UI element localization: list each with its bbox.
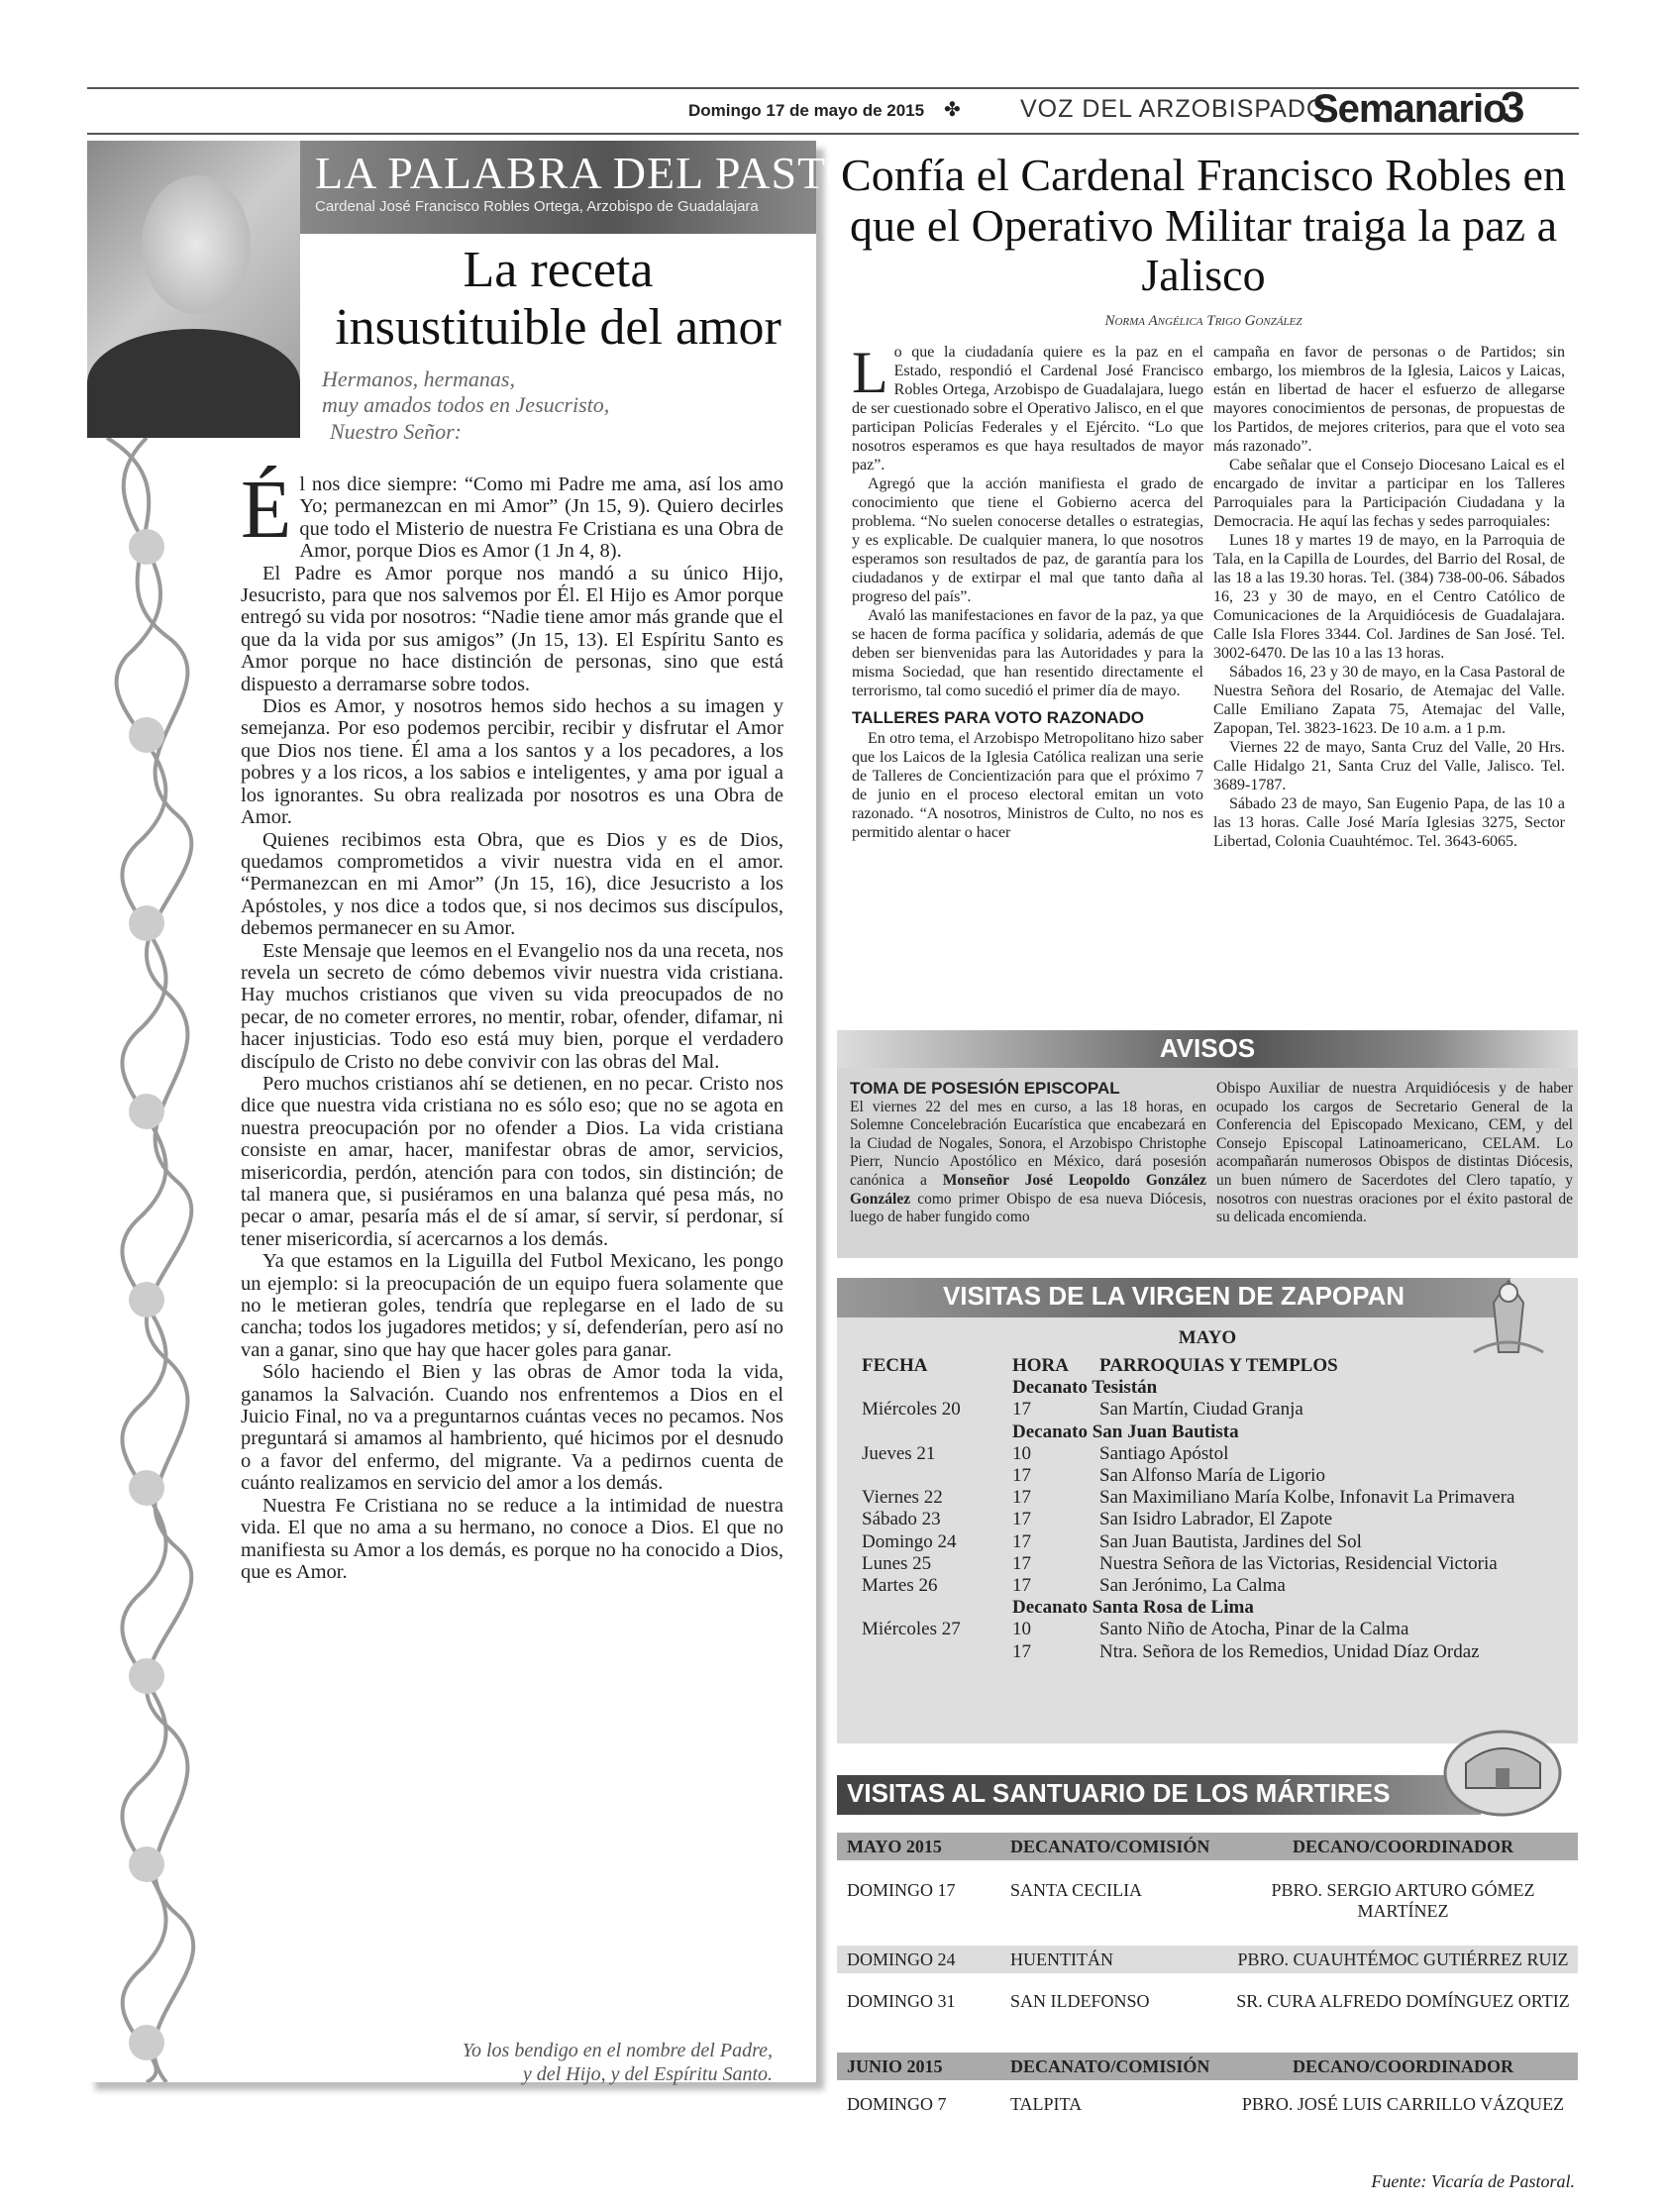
table-row: DOMINGO 7 TALPITA PBRO. JOSÉ LUIS CARRILLO VÁZQUEZ <box>847 2094 1565 2114</box>
aviso-column-2: Obispo Auxiliar de nuestra Arquidiócesis y de haber ocupado los cargos de Secretario General de la Conferencia del Episcopado Mexicano, CEM, y del Consejo Episcopal Latinoamericano, CELAM. Lo acompañarán numerosos Obispos de distintas Diócesis, un buen número de Sacerdotes del Clero tapatío, y nosotros con nuestras oraciones por el éxito pastoral de su delicada encomienda. <box>1216 1080 1573 1226</box>
cell-lugar: Santo Niño de Atocha, Pinar de la Calma <box>1099 1619 1409 1640</box>
issue-date: Domingo 17 de mayo de 2015 <box>688 101 925 120</box>
cell-fecha <box>862 1641 1012 1663</box>
cell-hora: 10 <box>1012 1442 1031 1464</box>
cell-fecha: Domingo 24 <box>862 1530 957 1552</box>
source-note: Fuente: Vicaría de Pastoral. <box>1371 2171 1575 2191</box>
paragraph: Avaló las manifestaciones en favor de la paz, ya que se hacen de forma pacífica y solidaria, además de que deben ser bienvenidas para las Autoridades y para la misma Sociedad, que han resentido directamente el terrorismo, tal como sucedió el primer día de mayo. <box>852 607 1203 699</box>
table-row: DOMINGO 24 HUENTITÁN PBRO. CUAUHTÉMOC GUTIÉRREZ RUIZ <box>837 1946 1578 1973</box>
paragraph: Este Mensaje que leemos en el Evangelio nos da una receta, nos revela un secreto de cómo debemos vivir nuestra vida cristiana. Hay muchos cristianos que viven su vida preocupados de no pecar, de no cometer errores, no mentir, robar, ofender, difamar, ni hacer injusticias. Todo eso está muy bien, porque el verdadero discípulo de Cristo no debe convivir con las obras del Mal. <box>241 939 783 1073</box>
cell-lugar: Santiago Apóstol <box>1099 1442 1229 1464</box>
paragraph: Nuestra Fe Cristiana no se reduce a la intimidad de nuestra vida. El que no ama a su hermano, no conoce a Dios. El que no manifiesta su Amor a los demás, es porque no ha conocido a Dios, que es Amor. <box>241 1494 783 1583</box>
martires-title: VISITAS AL SANTUARIO DE LOS MÁRTIRES <box>847 1778 1391 1808</box>
table-row <box>862 1443 1535 1465</box>
paragraph: Viernes 22 de mayo, Santa Cruz del Valle, 20 Hrs. Calle Hidalgo 21, Santa Cruz del Valle, Jalisco. Tel. 3689-1787. <box>1213 739 1565 793</box>
cell-lugar: Nuestra Señora de las Victorias, Residencial Victoria <box>1099 1552 1498 1574</box>
subheading: TALLERES PARA VOTO RAZONADO <box>852 708 1144 727</box>
paragraph: Pero muchos cristianos ahí se detienen, en no pecar. Cristo nos dice que nuestra vida cristiana no es sólo eso; que no se agota en nuestra preocupación por no ofender a Dios. La vida cristiana consiste en amar, hacer, manifestar obras de amor, servicios, misericordia, perdón, atención para con todos, sin distinción; de tal manera que, si pusiéramos en una balanza qué pesa más, no pecar o amar, pesaría más el de sí amar, sí servir, sí perdonar, sí tener misericordia, sí acercarnos a los demás. <box>241 1072 783 1250</box>
paragraph: Ya que estamos en la Liguilla del Futbol Mexicano, les pongo un ejemplo: si la preocupación de un equipo fuera solamente que no le metieran goles, tendría que replegarse en el lado de su cancha; todos los jugadores metidos; y sí, defenderían, pero así no van a ganar, sino que hay que hacer goles para ganar. <box>241 1250 783 1361</box>
cell-hora: 17 <box>1012 1552 1031 1574</box>
decanato-heading: Decanato San Juan Bautista <box>1012 1421 1239 1442</box>
table-row <box>862 1641 1535 1663</box>
greeting: Hermanos, hermanas, muy amados todos en Jesucristo, Nuestro Señor: <box>322 367 610 444</box>
header-ornament-icon: ✤ <box>944 99 961 121</box>
page-number: 3 <box>1501 83 1525 132</box>
paragraph: Cabe señalar que el Consejo Diocesano Laical es el encargado de invitar a participar en los Talleres Parroquiales para la Participación Ciudadana y la Democracia. He aquí las fechas y sedes parroquiales: <box>1213 457 1565 530</box>
cell-fecha: Jueves 21 <box>862 1442 936 1464</box>
pastor-article-body: Él nos dice siempre: “Como mi Padre me ama, así los amo Yo; permanezcan en mi Amor” (Jn 15, 9). Quiero decirles que todo el Misterio de nuestra Fe Cristiana es una Obra de Amor, porque Dios es Amor (1 Jn 4, 8). El Padre es Amor porque nos mandó a su único Hijo, Jesucristo, para que nos salvemos por Él. El Hijo es Amor porque entregó su vida por nosotros: “Nadie tiene amor más grande que el que da la vida por sus amigos” (Jn 15, 13). El Espíritu Santo es Amor porque no hace distinción de personas, sino que está dispuesto a derramarse sobre todos. Dios es Amor, y nosotros hemos sido hechos a su imagen y semejanza. Por eso podemos percibir, recibir y disfrutar el Amor que Dios nos tiene. Él ama a los santos y a los pecadores, a los pobres y a los ricos, a los sabios e inteligentes, y ama por igual a los ignorantes. Su obra realizada por nosotros es una Obra de Amor. Quienes recibimos esta Obra, que es Dios y es de Dios, quedamos comprometidos a vivir nuestra vida en el amor. “Permanezcan en mi Amor” (Jn 15, 16), dice Jesucristo a los Apóstoles, y nos dice a todos que, si nos decimos sus discípulos, debemos permanecer en su Amor. Este Mensaje que leemos en el Evangelio nos da una receta, nos revela un secreto de cómo debemos vivir nuestra vida cristiana. Hay muchos cristianos que viven su vida preocupados de no pecar, de no cometer errores, no mentir, robar, ofender, difamar, ni hacer injusticias. Todo eso está muy bien, porque el verdadero discípulo de Cristo no debe convivir con las obras del Mal. Pero muchos cristianos ahí se detienen, en no pecar. Cristo nos dice que nuestra vida cristiana no es sólo eso; que no se agota en nuestra preocupación por no ofender a Dios. La vida cristiana consiste en amar, hacer, manifestar obras de amor, servicios, misericordia, perdón, atención para con todos, sin distinción; de tal manera que, si pusiéramos en una balanza qué pesa más, no pecar o amar, pesaría más el de sí amar, sí servir, sí perdonar, sí tener misericordia, sí acercarnos a los demás. Ya que estamos en la Liguilla del Futbol Mexicano, les pongo un ejemplo: si la preocupación de un equipo fuera solamente que no le metieran goles, tendría que replegarse en el lado de su cancha; todos los jugadores metidos; y sí, defenderían, pero así no van a ganar, sino que hay que hacer goles para ganar. Sólo haciendo el Bien y las obras de Amor toda la vida, ganamos la Salvación. Cuando nos enfrentemos a Dios en el Juicio Final, no va a preguntarnos cuántas veces no pecamos. Nos preguntará si amamos al hambriento, qué hicimos por el desnudo o a favor del enfermo, del migrante. Va a pedirnos cuenta de cuánto realizamos en servicio del amor a los demás. Nuestra Fe Cristiana no se reduce a la intimidad de nuestra vida. El que no ama a su hermano, no conoce a Dios. El que no manifiesta su Amor a los demás, es porque no ha conocido a Dios, que es Amor. <box>241 464 783 1583</box>
cell-lugar: San Alfonso María de Ligorio <box>1099 1465 1325 1487</box>
cell-hora: 17 <box>1012 1640 1031 1662</box>
cell-hora: 17 <box>1012 1509 1031 1530</box>
paragraph: campaña en favor de personas o de Partidos; sin embargo, los miembros de la Iglesia, Laicos y Laicas, están en libertad de hacer el esfuerzo de allegarse mayores conocimientos de personas, de propuestas de los Partidos, de mejores criterios, para que el voto sea más razonado”. <box>1213 344 1565 455</box>
cell-lugar: San Isidro Labrador, El Zapote <box>1099 1509 1333 1530</box>
virgen-title: VISITAS DE LA VIRGEN DE ZAPOPAN <box>942 1281 1406 1311</box>
cell-fecha <box>862 1465 1012 1487</box>
pastor-article-title: La receta insustituible del amor <box>335 242 781 357</box>
table-row: DOMINGO 17 SANTA CECILIA PBRO. SERGIO ARTURO GÓMEZ MARTÍNEZ <box>847 1880 1535 1921</box>
cell-lugar: San Martín, Ciudad Granja <box>1099 1399 1303 1421</box>
section-name: VOZ DEL ARZOBISPADO <box>1020 95 1327 123</box>
cell-fecha: Miércoles 27 <box>862 1619 961 1640</box>
paragraph: Sólo haciendo el Bien y las obras de Amor toda la vida, ganamos la Salvación. Cuando nos enfrentemos a Dios en el Juicio Final, no va a preguntarnos cuántas veces no pecamos. Nos preguntará si amamos al hambriento, qué hicimos por el desnudo o a favor del enfermo, del migrante. Va a pedirnos cuenta de cuánto realizamos en servicio del amor a los demás. <box>241 1361 783 1495</box>
cell-fecha: Lunes 25 <box>862 1552 932 1574</box>
cell-hora: 17 <box>1012 1399 1031 1421</box>
table-row <box>862 1575 1535 1597</box>
article-column-1: Lo que la ciudadanía quiere es la paz en el Estado, respondió el Cardenal José Francisco Robles Ortega, Arzobispo de Guadalajara, luego de ser cuestionado sobre el Operativo Jalisco, en el que participan Policías Federales y el Ejército. “Lo que nosotros esperamos es que haya resultados de mayor paz”. Agregó que la acción manifiesta el grado de conocimiento que tiene el Gobierno acerca del problema. “No suelen conocerse detalles o estrategias, y es explicable. De cualquier manera, lo que nosotros esperamos son resultados de paz, de garantía para los ciudadanos y de extirpar el mal que tanto daña al progreso del país”. Avaló las manifestaciones en favor de la paz, ya que se hacen de forma pacífica y solidaria, además de que deben ser bienvenidas para las Autoridades y para la misma Sociedad, que han resentido directamente el terrorismo, tal como sucedió el primer día de mayo. TALLERES PARA VOTO RAZONADO En otro tema, el Arzobispo Metropolitano hizo saber que los Laicos de la Iglesia Católica realizan una serie de Talleres de Concientización para que el próximo 7 de junio en el proceso electoral emitan un voto razonado. “A nosotros, Ministros de Culto, no nos es permitido alentar o hacer <box>852 340 1203 841</box>
drop-cap: L <box>852 340 888 405</box>
header-bottom-rule <box>87 133 1579 135</box>
cell-lugar: San Maximiliano María Kolbe, Infonavit La Primavera <box>1099 1487 1515 1509</box>
cell-hora: 17 <box>1012 1575 1031 1597</box>
cell-hora: 17 <box>1012 1530 1031 1552</box>
table-row <box>862 1465 1535 1487</box>
cell-hora: 17 <box>1012 1487 1031 1509</box>
pastor-banner-title: LA PALABRA DEL PASTOR <box>315 148 891 198</box>
table-header: FECHA HORA PARROQUIAS Y TEMPLOS <box>862 1355 1338 1376</box>
cell-hora: 10 <box>1012 1619 1031 1640</box>
table-header: MAYO 2015 DECANATO/COMISIÓN DECANO/COORDINADOR <box>837 1833 1578 1860</box>
table-row <box>862 1553 1535 1575</box>
cell-fecha: Miércoles 20 <box>862 1399 961 1421</box>
paragraph: Sábado 23 de mayo, San Eugenio Papa, de las 10 a las 13 horas. Calle José María Iglesias 3275, Sector Libertad, Colonia Cuauhtémoc. Tel. 3643-6065. <box>1213 795 1565 850</box>
aviso-heading: TOMA DE POSESIÓN EPISCOPAL <box>850 1079 1120 1098</box>
avisos-title: AVISOS <box>1159 1033 1256 1063</box>
table-row <box>862 1399 1535 1421</box>
paragraph: Dios es Amor, y nosotros hemos sido hechos a su imagen y semejanza. Por eso podemos percibir, recibir y disfrutar el Amor que Dios nos tiene. Él ama a los santos y a los pecadores, a los pobres y a los ricos, a los sabios e inteligentes, y ama por igual a los ignorantes. Su obra realizada por nosotros es una Obra de Amor. <box>241 695 783 829</box>
paragraph: Lunes 18 y martes 19 de mayo, en la Parroquia de Tala, en la Capilla de Lourdes, del Barrio del Rosal, de las 18 a las 19.30 horas. Tel. (384) 738-00-06. Sábados 16, 23 y 30 de mayo, en el Centro Católico de Comunicaciones de la Arquidiócesis de Guadalajara. Calle Isla Flores 3344. Col. Jardines de San José. Tel. 3002-6470. De las 10 a las 13 horas. <box>1213 532 1565 662</box>
table-header: JUNIO 2015 DECANATO/COMISIÓN DECANO/COORDINADOR <box>837 2053 1578 2080</box>
cardinal-photo <box>87 141 300 438</box>
cell-lugar: San Jerónimo, La Calma <box>1099 1575 1286 1597</box>
cell-hora: 17 <box>1012 1465 1031 1487</box>
virgen-month: MAYO <box>1178 1327 1237 1348</box>
article-headline: Confía el Cardenal Francisco Robles en que el Operativo Militar traiga la paz a Jalisco <box>841 150 1566 301</box>
masthead: Semanario <box>1312 87 1507 131</box>
drop-cap: É <box>241 464 292 556</box>
table-row <box>862 1531 1535 1553</box>
cell-fecha: Martes 26 <box>862 1575 938 1597</box>
santuario-icon <box>1441 1719 1565 1818</box>
paragraph: Sábados 16, 23 y 30 de mayo, en la Casa Pastoral de Nuestra Señora del Rosario, de Atemajac del Valle. Calle Emiliano Zapata 75, Atemajac del Valle, Zapopan, Tel. 3823-1623. De 10 a.m. a 1 p.m. <box>1213 664 1565 737</box>
cell-lugar: Ntra. Señora de los Remedios, Unidad Díaz Ordaz <box>1099 1640 1480 1662</box>
ornament-border <box>87 438 236 2082</box>
paragraph: Agregó que la acción manifiesta el grado de conocimiento que tiene el Gobierno acerca del problema. “No suelen conocerse detalles o estrategias, y es explicable. De cualquier manera, lo que nosotros esperamos son resultados de paz, de garantía para los ciudadanos y de extirpar el mal que tanto daña al progreso del país”. <box>852 475 1203 605</box>
decanato-heading: Decanato Santa Rosa de Lima <box>1012 1597 1254 1619</box>
paragraph: Quienes recibimos esta Obra, que es Dios y es de Dios, quedamos comprometidos a vivir nuestra vida en el amor. “Permanezcan en mi Amor” (Jn 15, 16), dice Jesucristo a los Apóstoles, y nos dice a todos que, si nos decimos sus discípulos, debemos permanecer en su Amor. <box>241 828 783 940</box>
cell-lugar: San Juan Bautista, Jardines del Sol <box>1099 1530 1362 1552</box>
table-row <box>862 1509 1535 1530</box>
decanato-heading: Decanato Tesistán <box>1012 1377 1158 1399</box>
byline: Norma Angélica Trigo González <box>1104 313 1302 329</box>
paragraph: El Padre es Amor porque nos mandó a su único Hijo, Jesucristo, para que nos salvemos por Él. El Hijo es Amor porque entregó su vida por nosotros: “Nadie tiene amor más grande que el que da la vida por sus amigos” (Jn 15, 13). El Espíritu Santo es Amor porque no hace distinción de personas, sino que está dispuesto a derramarse sobre todos. <box>241 562 783 695</box>
virgen-schedule <box>862 1355 1535 1663</box>
table-row <box>862 1487 1535 1509</box>
pastor-banner-subtitle: Cardenal José Francisco Robles Ortega, Arzobispo de Guadalajara <box>315 198 759 215</box>
paragraph: En otro tema, el Arzobispo Metropolitano hizo saber que los Laicos de la Iglesia Católica realizan una serie de Talleres de Concientización para que el próximo 7 de junio en el proceso electoral emitan un voto razonado. “A nosotros, Ministros de Culto, no nos es permitido alentar o hacer <box>852 730 1203 841</box>
cell-fecha: Viernes 22 <box>862 1487 943 1509</box>
table-row: DOMINGO 31 SAN ILDEFONSO SR. CURA ALFREDO DOMÍNGUEZ ORTIZ <box>847 1991 1570 2011</box>
table-row <box>862 1619 1535 1640</box>
cell-fecha: Sábado 23 <box>862 1509 941 1530</box>
aviso-column-1: TOMA DE POSESIÓN EPISCOPAL El viernes 22 del mes en curso, a las 18 horas, en Solemne Concelebración Eucarística que encabezará en la Ciudad de Nogales, Sonora, el Arzobispo Christophe Pierr, Nuncio Apostólico en México, dará posesión canónica a Monseñor José Leopoldo González González como primer Obispo de esa nueva Diócesis, luego de haber fungido como <box>850 1079 1206 1226</box>
article-column-2 <box>1213 343 1565 851</box>
blessing: Yo los bendigo en el nombre del Padre, y del Hijo, y del Espíritu Santo. <box>462 2040 773 2085</box>
